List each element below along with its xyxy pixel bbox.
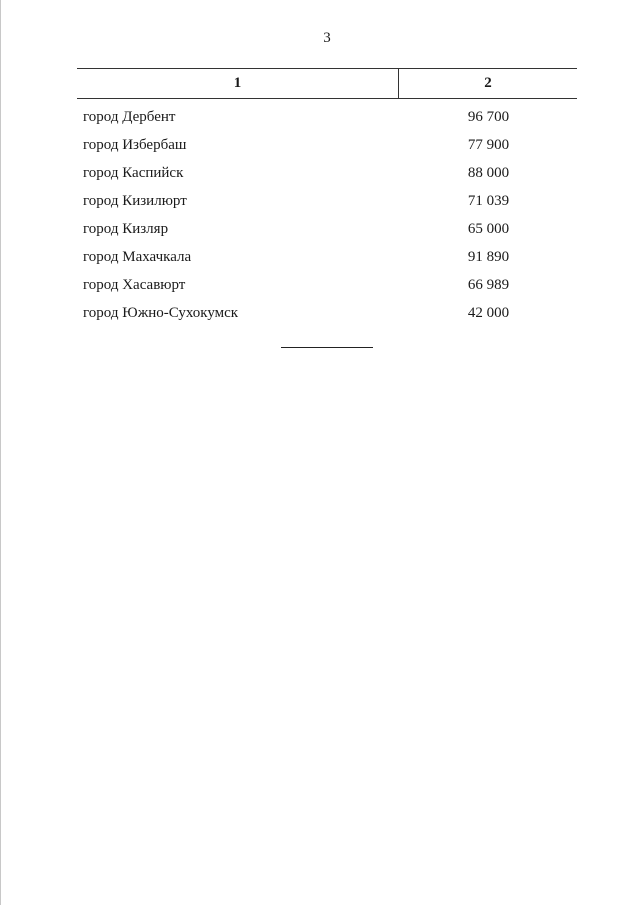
- city-name: город Кизилюрт: [83, 192, 187, 209]
- city-value: 42 000: [467, 304, 510, 321]
- city-value: 65 000: [467, 220, 510, 237]
- data-table: [77, 68, 577, 327]
- page-number: 3: [323, 30, 331, 46]
- table-row: [77, 299, 577, 327]
- city-value: 91 890: [467, 248, 510, 265]
- end-of-document-rule: [281, 347, 373, 348]
- table-row: [77, 159, 577, 187]
- city-value: 77 900: [467, 136, 510, 153]
- city-name: город Хасавюрт: [83, 276, 186, 293]
- scan-edge: [0, 0, 1, 905]
- table-row: [77, 187, 577, 215]
- city-name: город Избербаш: [83, 136, 187, 153]
- column-header-2: 2: [484, 75, 492, 91]
- city-name: город Южно-Сухокумск: [83, 304, 239, 321]
- table-row: [77, 243, 577, 271]
- city-name: город Каспийск: [83, 164, 184, 181]
- table-body: [77, 99, 577, 327]
- table-row: [77, 103, 577, 131]
- table-row: [77, 271, 577, 299]
- city-name: город Кизляр: [83, 220, 169, 237]
- column-header-1: 1: [77, 69, 399, 98]
- city-name: город Махачкала: [83, 248, 192, 265]
- table-header: [77, 68, 577, 99]
- city-value: 66 989: [467, 276, 510, 293]
- city-name: город Дербент: [83, 108, 176, 125]
- city-value: 71 039: [467, 192, 510, 209]
- city-value: 88 000: [467, 164, 510, 181]
- table-row: [77, 131, 577, 159]
- table-row: [77, 215, 577, 243]
- city-value: 96 700: [467, 108, 510, 125]
